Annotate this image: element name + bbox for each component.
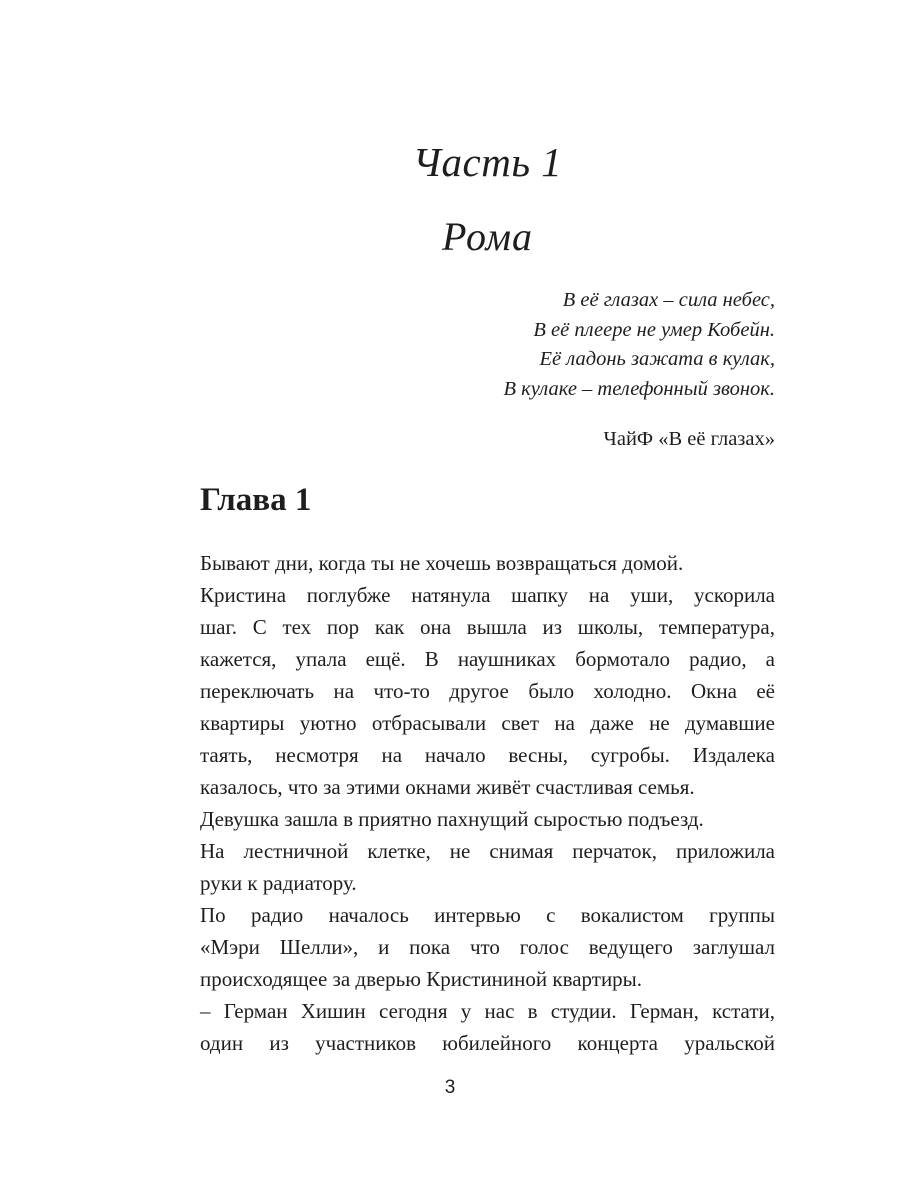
epigraph-source: ЧайФ «В её глазах» [603,428,775,450]
text-line: руки к радиатору. [200,871,357,895]
epigraph [275,286,775,404]
text-line: происходящее за дверью Кристининой квартиры. [200,967,643,991]
text-line: один из участников юбилейного концерта уральской [200,1031,775,1055]
text-line: Девушка зашла в приятно пахнущий сыростью подъезд. [200,807,704,831]
text-line: «Мэри Шелли», и пока что голос ведущего заглушал [200,935,775,959]
text-line: казалось, что за этими окнами живёт счастливая семья. [200,775,695,799]
text-line: переключать на что-то другое было холодно. Окна её [200,679,775,703]
text-line: – Герман Хишин сегодня у нас в студии. Герман, кстати, [200,999,775,1023]
chapter-title: Глава 1 [200,482,312,518]
epigraph-line: В кулаке – телефонный звонок. [503,377,775,400]
text-line: По радио началось интервью с вокалистом группы [200,903,775,927]
chapter-body-text [200,547,775,1059]
text-line: кажется, упала ещё. В наушниках бормотало радио, а [200,647,775,671]
text-line: квартиры уютно отбрасывали свет на даже не думавшие [200,711,775,735]
epigraph-line: Её ладонь зажата в кулак, [539,348,775,370]
text-line: шаг. С тех пор как она вышла из школы, температура, [200,615,775,639]
epigraph-line: В её глазах – сила небес, [562,289,775,311]
text-line: таять, несмотря на начало весны, сугробы. Издалека [200,743,775,767]
text-line: На лестничной клетке, не снимая перчаток, приложила [200,839,775,863]
epigraph-line: В её плеере не умер Кобейн. [533,318,775,341]
text-line: Кристина поглубже натянула шапку на уши, ускорила [200,583,775,607]
page-number: 3 [444,1077,456,1098]
text-line: Бывают дни, когда ты не хочешь возвращаться домой. [200,551,684,575]
part-name: Рома [442,214,533,259]
part-title: Часть 1 [412,139,563,185]
